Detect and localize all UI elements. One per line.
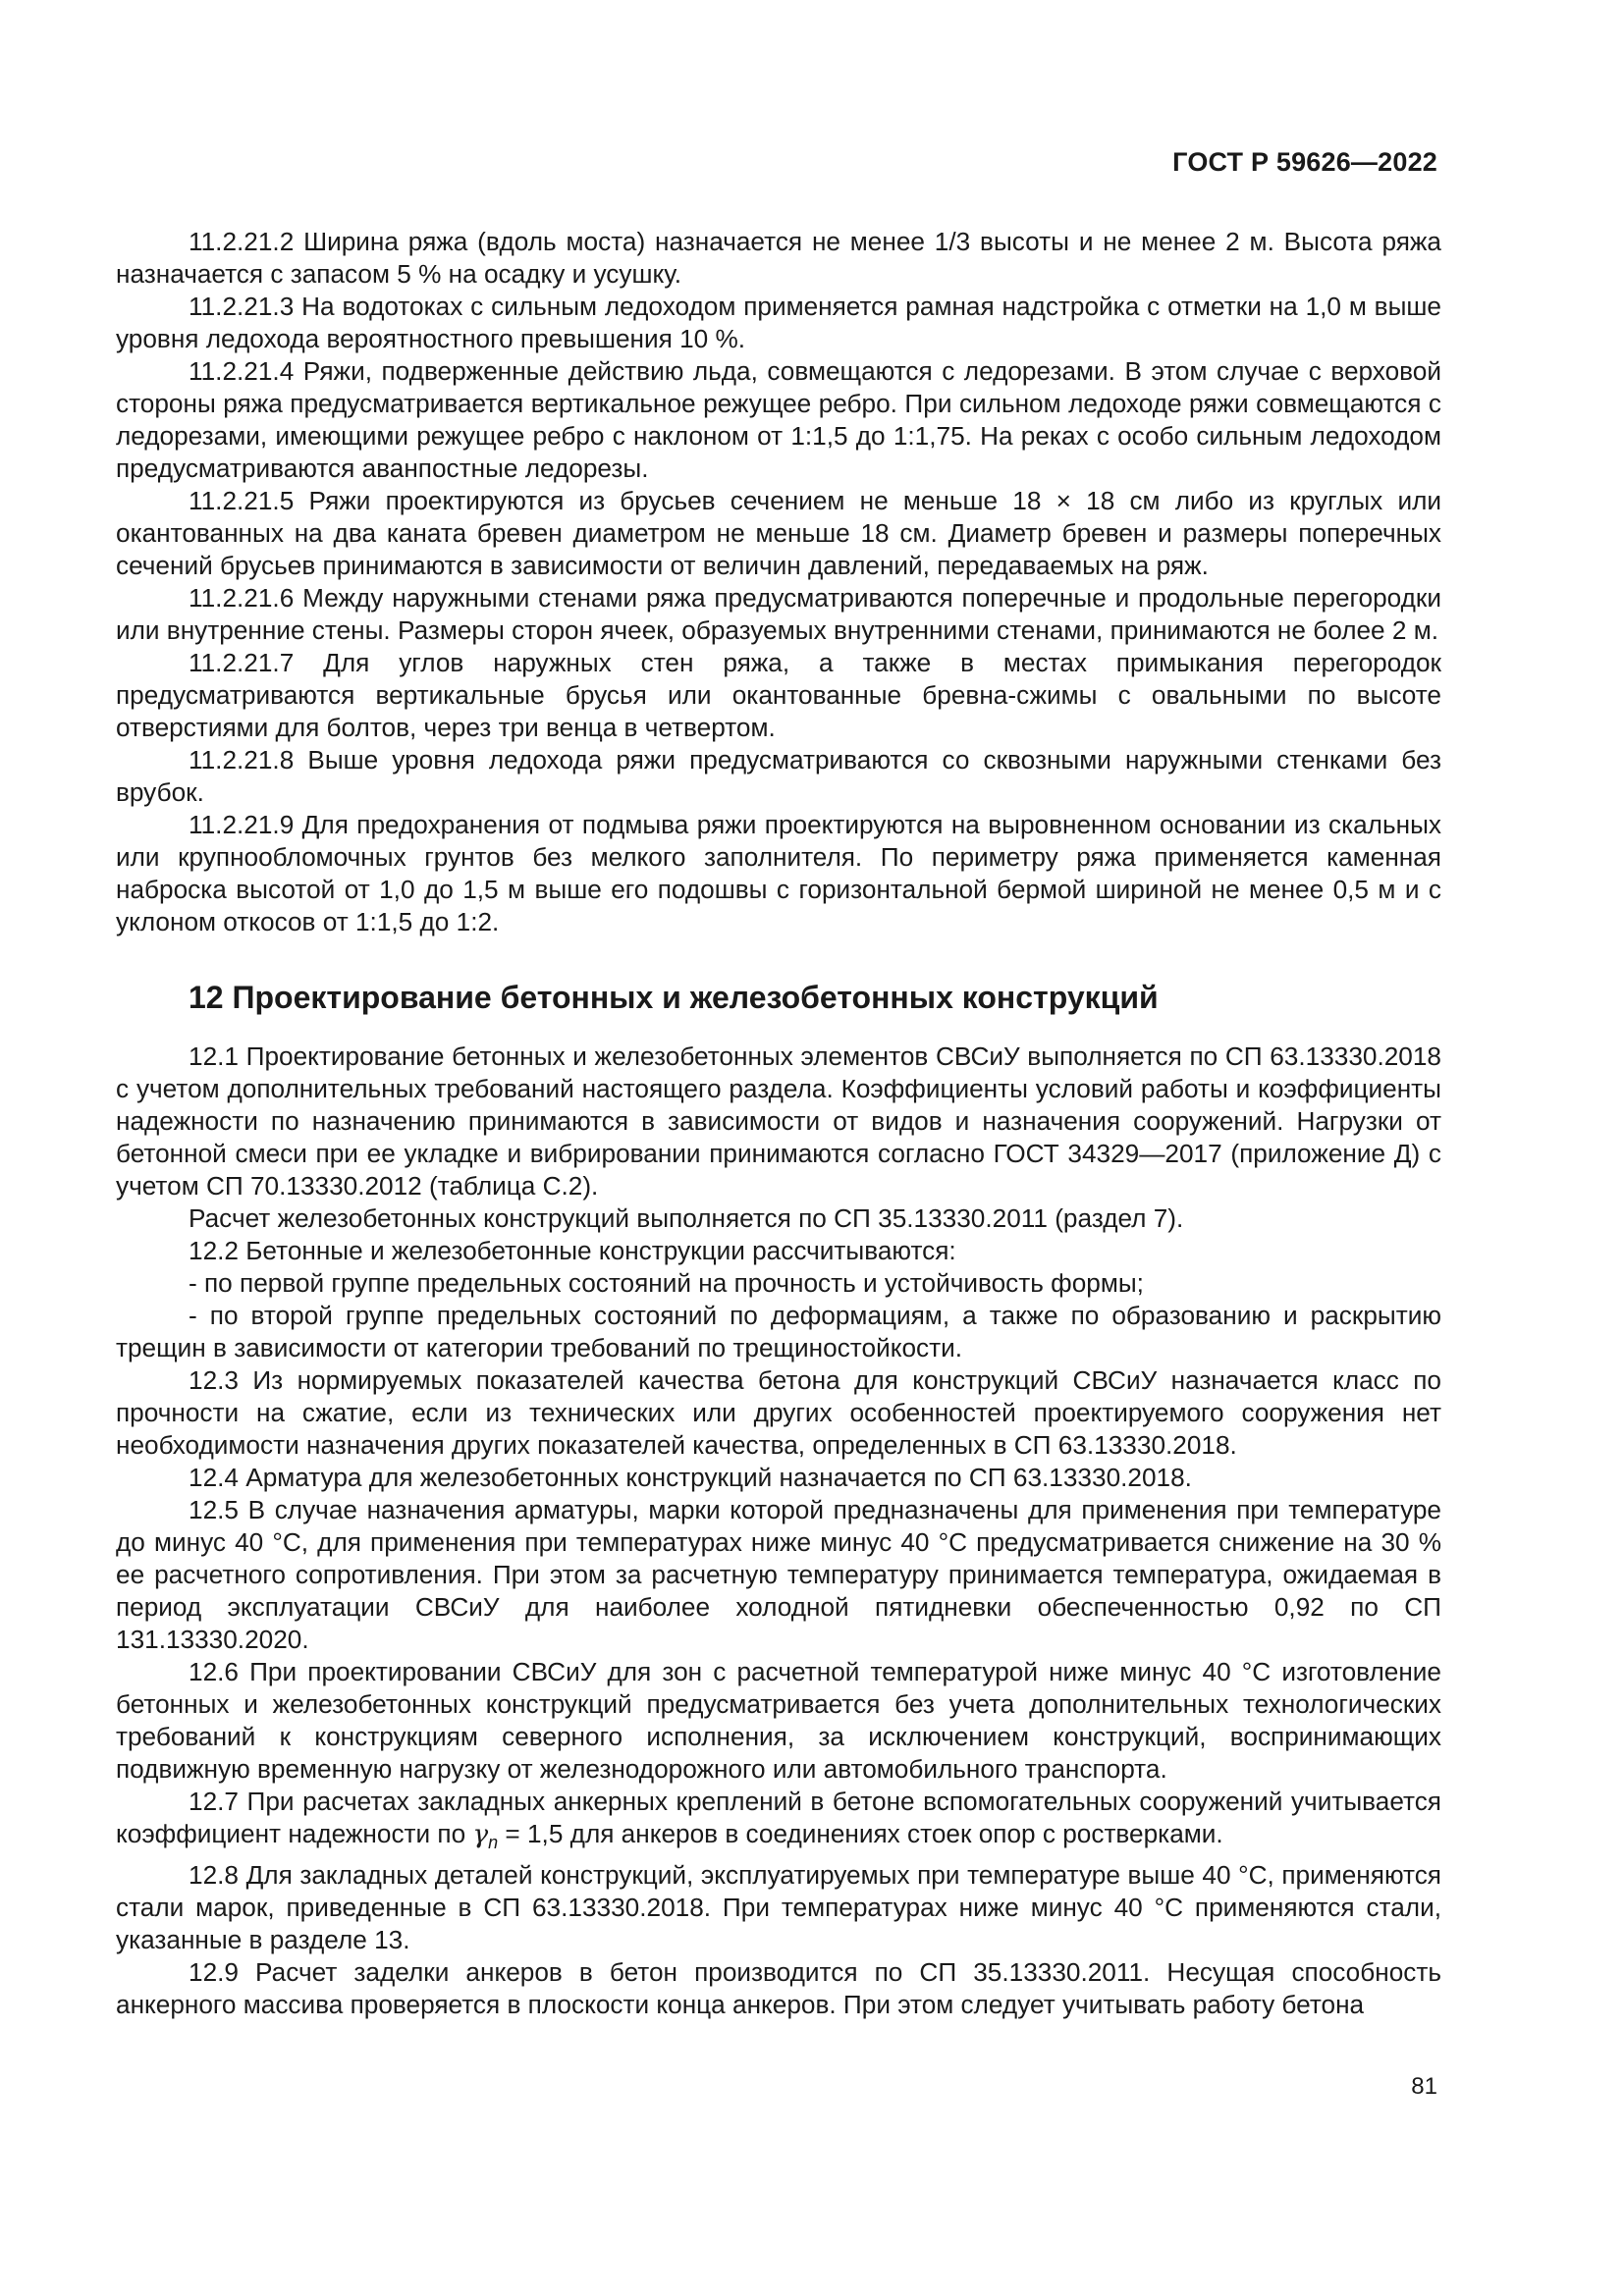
clause-12-7-text-start: 12.7 При расчетах закладных анкерных креплений в бетоне вспомогательных сооружений учитывается коэффициент надежности по	[116, 1787, 1441, 1848]
gamma-subscript: n	[488, 1833, 499, 1852]
clause-11-2-21-9: 11.2.21.9 Для предохранения от подмыва ряжи проектируются на выровненном основании из скальных или крупнообломочных грунтов без мелкого заполнителя. По периметру ряжа применяется каменная наброска высотой от 1,0 до 1,5 м выше его подошвы с горизонтальной бермой шириной не менее 0,5 м и с уклоном откосов от 1:1,5 до 1:2.	[116, 810, 1441, 936]
clause-11-2-21-2: 11.2.21.2 Ширина ряжа (вдоль моста) назначается не менее 1/3 высоты и не менее 2 м. Высота ряжа назначается с запасом 5 % на осадку и усушку.	[116, 227, 1441, 289]
clause-12-5: 12.5 В случае назначения арматуры, марки которой предназначены для применения при температуре до минус 40 °С, для применения при температурах ниже минус 40 °С предусматривается снижение на 30 % ее расчетного сопротивления. При этом за расчетную температуру принимается температура, ожидаемая в период эксплуатации СВСиУ для наиболее холодной пятидневки обеспеченностью 0,92 по СП 131.13330.2020.	[116, 1495, 1441, 1654]
clause-12-4: 12.4 Арматура для железобетонных конструкций назначается по СП 63.13330.2018.	[189, 1463, 1192, 1492]
clause-12-2-item-first: - по первой группе предельных состояний на прочность и устойчивость формы;	[189, 1268, 1144, 1298]
document-body	[116, 226, 1441, 2021]
clause-12-9: 12.9 Расчет заделки анкеров в бетон производится по СП 35.13330.2011. Несущая способность анкерного массива проверяется в плоскости конца анкеров. При этом следует учитывать работу бетона	[116, 1957, 1441, 2019]
clause-12-1: 12.1 Проектирование бетонных и железобетонных элементов СВСиУ выполняется по СП 63.13330.2018 с учетом дополнительных требований настоящего раздела. Коэффициенты условий работы и коэффициенты надежности по назначению принимаются в зависимости от видов и назначения сооружений. Нагрузки от бетонной смеси при ее укладке и вибрировании принимаются согласно ГОСТ 34329—2017 (приложение Д) с учетом СП 70.13330.2012 (таблица С.2).	[116, 1041, 1441, 1201]
clause-12-2-item-second: - по второй группе предельных состояний по деформациям, а также по образованию и раскрытию трещин в зависимости от категории требований по трещиностойкости.	[116, 1301, 1441, 1362]
clause-11-2-21-8: 11.2.21.8 Выше уровня ледохода ряжи предусматриваются со сквозными наружными стенками без врубок.	[116, 745, 1441, 807]
gamma-symbol: γ	[472, 1820, 489, 1849]
clause-12-7-text-end: = 1,5 для анкеров в соединениях стоек опор с ростверками.	[498, 1819, 1223, 1848]
clause-12-8: 12.8 Для закладных деталей конструкций, эксплуатируемых при температуре выше 40 °С, применяются стали марок, приведенные в СП 63.13330.2018. При температурах ниже минус 40 °С применяются стали, указанные в разделе 13.	[116, 1860, 1441, 1954]
section-12-heading: 12 Проектирование бетонных и железобетонных конструкций	[189, 980, 1159, 1015]
document-code-header: ГОСТ Р 59626—2022	[1172, 147, 1437, 177]
clause-12-6: 12.6 При проектировании СВСиУ для зон с расчетной температурой ниже минус 40 °С изготовление бетонных и железобетонных конструкций предусматривается без учета дополнительных технологических требований к конструкциям северного исполнения, за исключением конструкций, воспринимающих подвижную временную нагрузку от железнодорожного или автомобильного транспорта.	[116, 1657, 1441, 1784]
clause-12-7	[116, 1786, 1441, 1859]
clause-11-2-21-7: 11.2.21.7 Для углов наружных стен ряжа, а также в местах примыкания перегородок предусматриваются вертикальные брусья или окантованные бревна-сжимы с овальными по высоте отверстиями для болтов, через три венца в четвертом.	[116, 648, 1441, 742]
clause-11-2-21-3: 11.2.21.3 На водотоках с сильным ледоходом применяется рамная надстройка с отметки на 1,0 м выше уровня ледохода вероятностного превышения 10 %.	[116, 292, 1441, 353]
clause-11-2-21-5: 11.2.21.5 Ряжи проектируются из брусьев сечением не меньше 18 × 18 см либо из круглых или окантованных на два каната бревен диаметром не меньше 18 см. Диаметр бревен и размеры поперечных сечений брусьев принимаются в зависимости от величин давлений, передаваемых на ряж.	[116, 486, 1441, 580]
clause-12-3: 12.3 Из нормируемых показателей качества бетона для конструкций СВСиУ назначается класс по прочности на сжатие, если из технических или других особенностей проектируемого сооружения нет необходимости назначения других показателей качества, определенных в СП 63.13330.2018.	[116, 1365, 1441, 1460]
page-number: 81	[1411, 2073, 1437, 2100]
clause-11-2-21-4: 11.2.21.4 Ряжи, подверженные действию льда, совмещаются с ледорезами. В этом случае с верховой стороны ряжа предусматривается вертикальное режущее ребро. При сильном ледоходе ряжи совмещаются с ледорезами, имеющими режущее ребро с наклоном от 1:1,5 до 1:1,75. На реках с особо сильным ледоходом предусматриваются аванпостные ледорезы.	[116, 356, 1441, 483]
clause-11-2-21-6: 11.2.21.6 Между наружными стенами ряжа предусматриваются поперечные и продольные перегородки или внутренние стены. Размеры сторон ячеек, образуемых внутренними стенами, принимаются не более 2 м.	[116, 583, 1441, 645]
clause-12-1-calc-note: Расчет железобетонных конструкций выполняется по СП 35.13330.2011 (раздел 7).	[189, 1203, 1184, 1233]
clause-12-2: 12.2 Бетонные и железобетонные конструкции рассчитываются:	[189, 1236, 956, 1265]
